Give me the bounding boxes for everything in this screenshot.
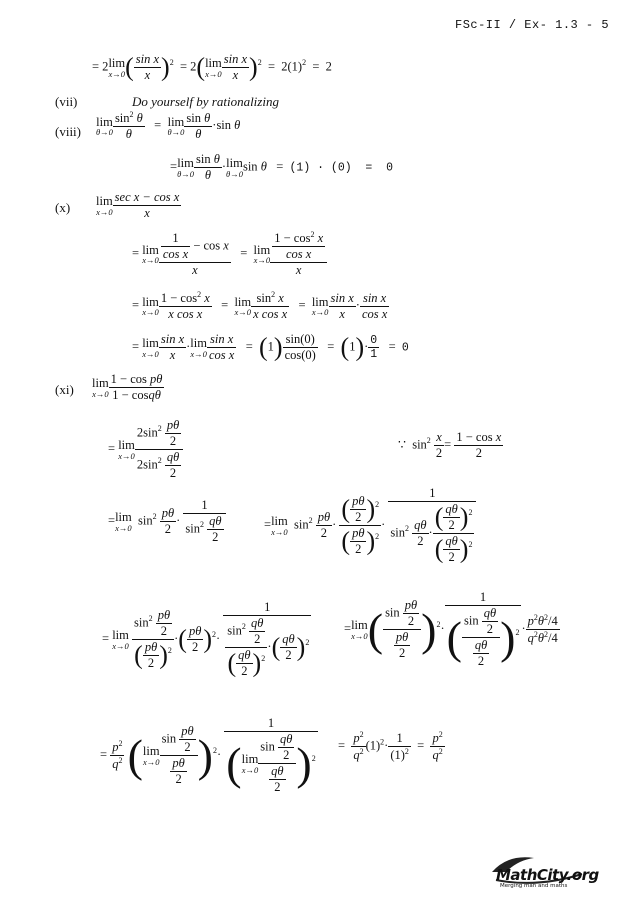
- equation-xi-5: = lim x→0 $\sin^2$ $\frac{p\theta}{2}$ ( $\frac{p\theta}{2}$ )$^2$ ·( $\frac{p\theta}{2}$ )$^2$· 1 $\sin^2$ $\frac{q\theta}{2}$ ( $\frac{q\theta}{2}$ )$^2$ ·( $\frac{q\theta}{2}$ )$^2$: [102, 600, 310, 678]
- label-xi: (xi): [55, 382, 74, 397]
- identity-note: ∵ $\sin^2$ $\frac{x}{2}$ = $\frac{\text{1 − cos x}}{2}$: [398, 430, 502, 460]
- equation-viii-1: lim θ→0 $\frac{\sin^2 \theta}{\theta}$ = lim θ→0 $\frac{\text{sin θ}}{\theta}$ ·sin θ: [96, 110, 241, 142]
- logo-tagline: Merging man and maths: [500, 883, 568, 889]
- equation-xi-6: =lim x→0 ( sin $\frac{p\theta}{2}$ $\frac{p\theta}{2}$ )$^2$· 1 ( sin $\frac{q\theta}{2}$ $\frac{q\theta}{2}$ )$^2$ · $\frac{p^2\theta^2/4}{q^2\theta^2/4}$: [344, 590, 558, 668]
- label-x: (x): [55, 200, 71, 215]
- text-vii: Do yourself by rationalizing: [132, 94, 279, 109]
- equation-x-1: lim x→0 $\frac{\text{sec x − cos x}}{x}$: [96, 190, 180, 220]
- equation-xi-8: = $\frac{p^2}{q^2}$ $(1)^2\cdot$ $\frac{1}{(1)^2}$ = $\frac{p^2}{q^2}$: [338, 730, 443, 763]
- equation-viii-2: =lim θ→0 $\frac{\text{sin θ}}{\theta}$ ·lim θ→0 sin θ = (1) · (0) = 0: [170, 152, 394, 182]
- equation-vi: = 2lim x→0 ( $\frac{\text{sin x}}{x}$ )$^2$ = 2(lim x→0 $\frac{\text{sin x}}{x}$ )$^2 = 2(1)^2 = 2$: [92, 52, 332, 82]
- label-vii: (vii): [55, 94, 78, 109]
- equation-xi-3: =lim x→0 $\sin^2$ $\frac{p\theta}{2}$ · 1 $\sin^2$ $\frac{q\theta}{2}$: [108, 498, 226, 545]
- mathcity-logo: [488, 852, 599, 892]
- equation-x-4: = lim x→0 $\frac{\text{sin x}}{x}$ ·lim x→0 $\frac{\text{sin x}}{\text{cos x}}$ = (1) $\frac{\sin(0)}{\cos(0)}$ = (1)· $\frac{0}{1}$ = 0: [132, 332, 409, 362]
- page-header: FSc-II / Ex- 1.3 - 5: [455, 18, 610, 32]
- equation-xi-4: =lim x→0 $\sin^2$ $\frac{p\theta}{2}$ · ( $\frac{p\theta}{2}$ )$^2$ ( $\frac{p\theta}{2}$ )$^2$ · 1 $\sin^2$ $\frac{q\theta}{2}$ · ( $\frac{q\theta}{2}$ )$^2$ ( $\frac{q\theta}{2}$ )$^2$: [264, 486, 476, 565]
- equation-xi-1: lim x→0 $\frac{\text{1 − cos pθ}}{1 - \cos q\theta}$: [92, 372, 163, 402]
- equation-x-3: = lim x→0 $\frac{1 - \cos^2 x}{\text{x cos x}}$ = lim x→0 $\frac{\sin^2 x}{\text{x cos x}}$ = lim x→0 $\frac{\text{sin x}}{x}$ · $\frac{\text{sin x}}{\text{cos x}}$: [132, 290, 388, 322]
- equation-x-2: = lim x→0 $\frac{1}{\text{cos x}}$ − cos x x = lim x→0 $\frac{\frac{1 - \cos^2 x}{\text{cos x}}}{x}$: [132, 230, 327, 278]
- label-viii: (viii): [55, 124, 81, 139]
- logo-text: MathCity.org: [496, 866, 599, 884]
- equation-xi-7: = $\frac{p^2}{q^2}$ (lim x→0 sin $\frac{p\theta}{2}$ $\frac{p\theta}{2}$ )$^2$· 1 (lim x→0 sin $\frac{q\theta}{2}$ $\frac{q\theta}{2}$ )$^2$: [100, 716, 316, 794]
- equation-xi-2: = lim x→0 $2\sin^2$ $\frac{p\theta}{2}$ $2\sin^2$ $\frac{q\theta}{2}$: [108, 418, 183, 481]
